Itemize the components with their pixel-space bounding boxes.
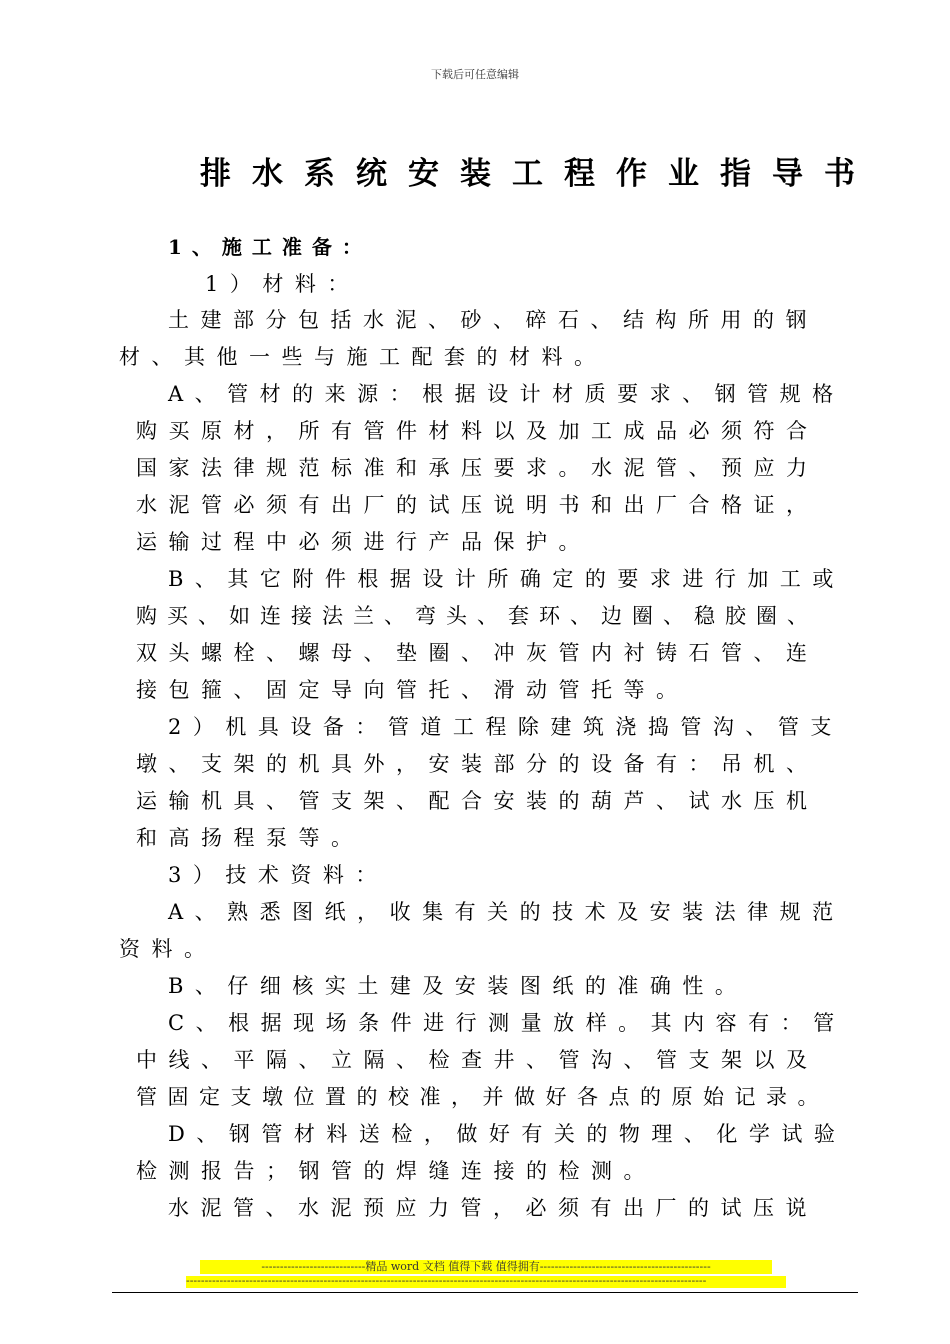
body-line: A、管材的来源：根据设计材质要求、钢管规格: [168, 382, 845, 406]
body-line: 墩、支架的机具外，安装部分的设备有：吊机、: [136, 752, 819, 776]
body-line: 接包箍、固定导向管托、滑动管托等。: [136, 678, 689, 702]
body-line: 2）机具设备：管道工程除建筑浇捣管沟、管支: [168, 715, 843, 739]
body-line: B、其它附件根据设计所确定的要求进行加工或: [168, 567, 845, 591]
body-line: B、仔细核实土建及安装图纸的准确性。: [168, 974, 748, 998]
body-line: 水泥管、水泥预应力管，必须有出厂的试压说: [168, 1196, 818, 1220]
body-line: 中线、平隔、立隔、检查井、管沟、管支架以及: [136, 1048, 819, 1072]
subsection-heading: 3）技术资料：: [168, 863, 388, 887]
body-line: 购买原材，所有管件材料以及加工成品必须符合: [136, 419, 819, 443]
body-line: 管固定支墩位置的校准，并做好各点的原始记录。: [136, 1085, 829, 1109]
body-line: 土建部分包括水泥、砂、碎石、结构所用的钢: [168, 308, 818, 332]
body-line: A、熟悉图纸，收集有关的技术及安装法律规范: [168, 900, 845, 924]
body-line: D、钢管材料送检，做好有关的物理、化学试验: [168, 1122, 847, 1146]
body-line: 检测报告；钢管的焊缝连接的检测。: [136, 1159, 656, 1183]
body-line: 水泥管必须有出厂的试压说明书和出厂合格证，: [136, 493, 819, 517]
body-line: 运输机具、管支架、配合安装的葫芦、试水压机: [136, 789, 819, 813]
footer-dashes: --------------------------------------------------------------------------------------------------------------------------------------------: [186, 1276, 786, 1288]
body-line: 国家法律规范标准和承压要求。水泥管、预应力: [136, 456, 819, 480]
footer-banner: ----------------------------精品 word 文档 值得下载 值得拥有----------------------------------------------: [200, 1260, 772, 1274]
subsection-heading: 1）材料：: [205, 272, 360, 296]
body-line: 运输过程中必须进行产品保护。: [136, 530, 591, 554]
body-line: C、根据现场条件进行测量放样。其内容有：管: [168, 1011, 846, 1035]
section-heading: 1、施工准备：: [168, 235, 372, 259]
body-line: 材、其他一些与施工配套的材料。: [119, 345, 607, 369]
footer-rule: [112, 1292, 858, 1293]
page-header: 下载后可任意编辑: [431, 68, 519, 81]
body-line: 资料。: [119, 937, 217, 961]
body-line: 双头螺栓、螺母、垫圈、冲灰管内衬铸石管、连: [136, 641, 819, 665]
body-line: 购买、如连接法兰、弯头、套环、边圈、稳胶圈、: [136, 604, 818, 628]
body-line: 和高扬程泵等。: [136, 826, 364, 850]
document-title: 排水系统安装工程作业指导书: [200, 156, 876, 192]
